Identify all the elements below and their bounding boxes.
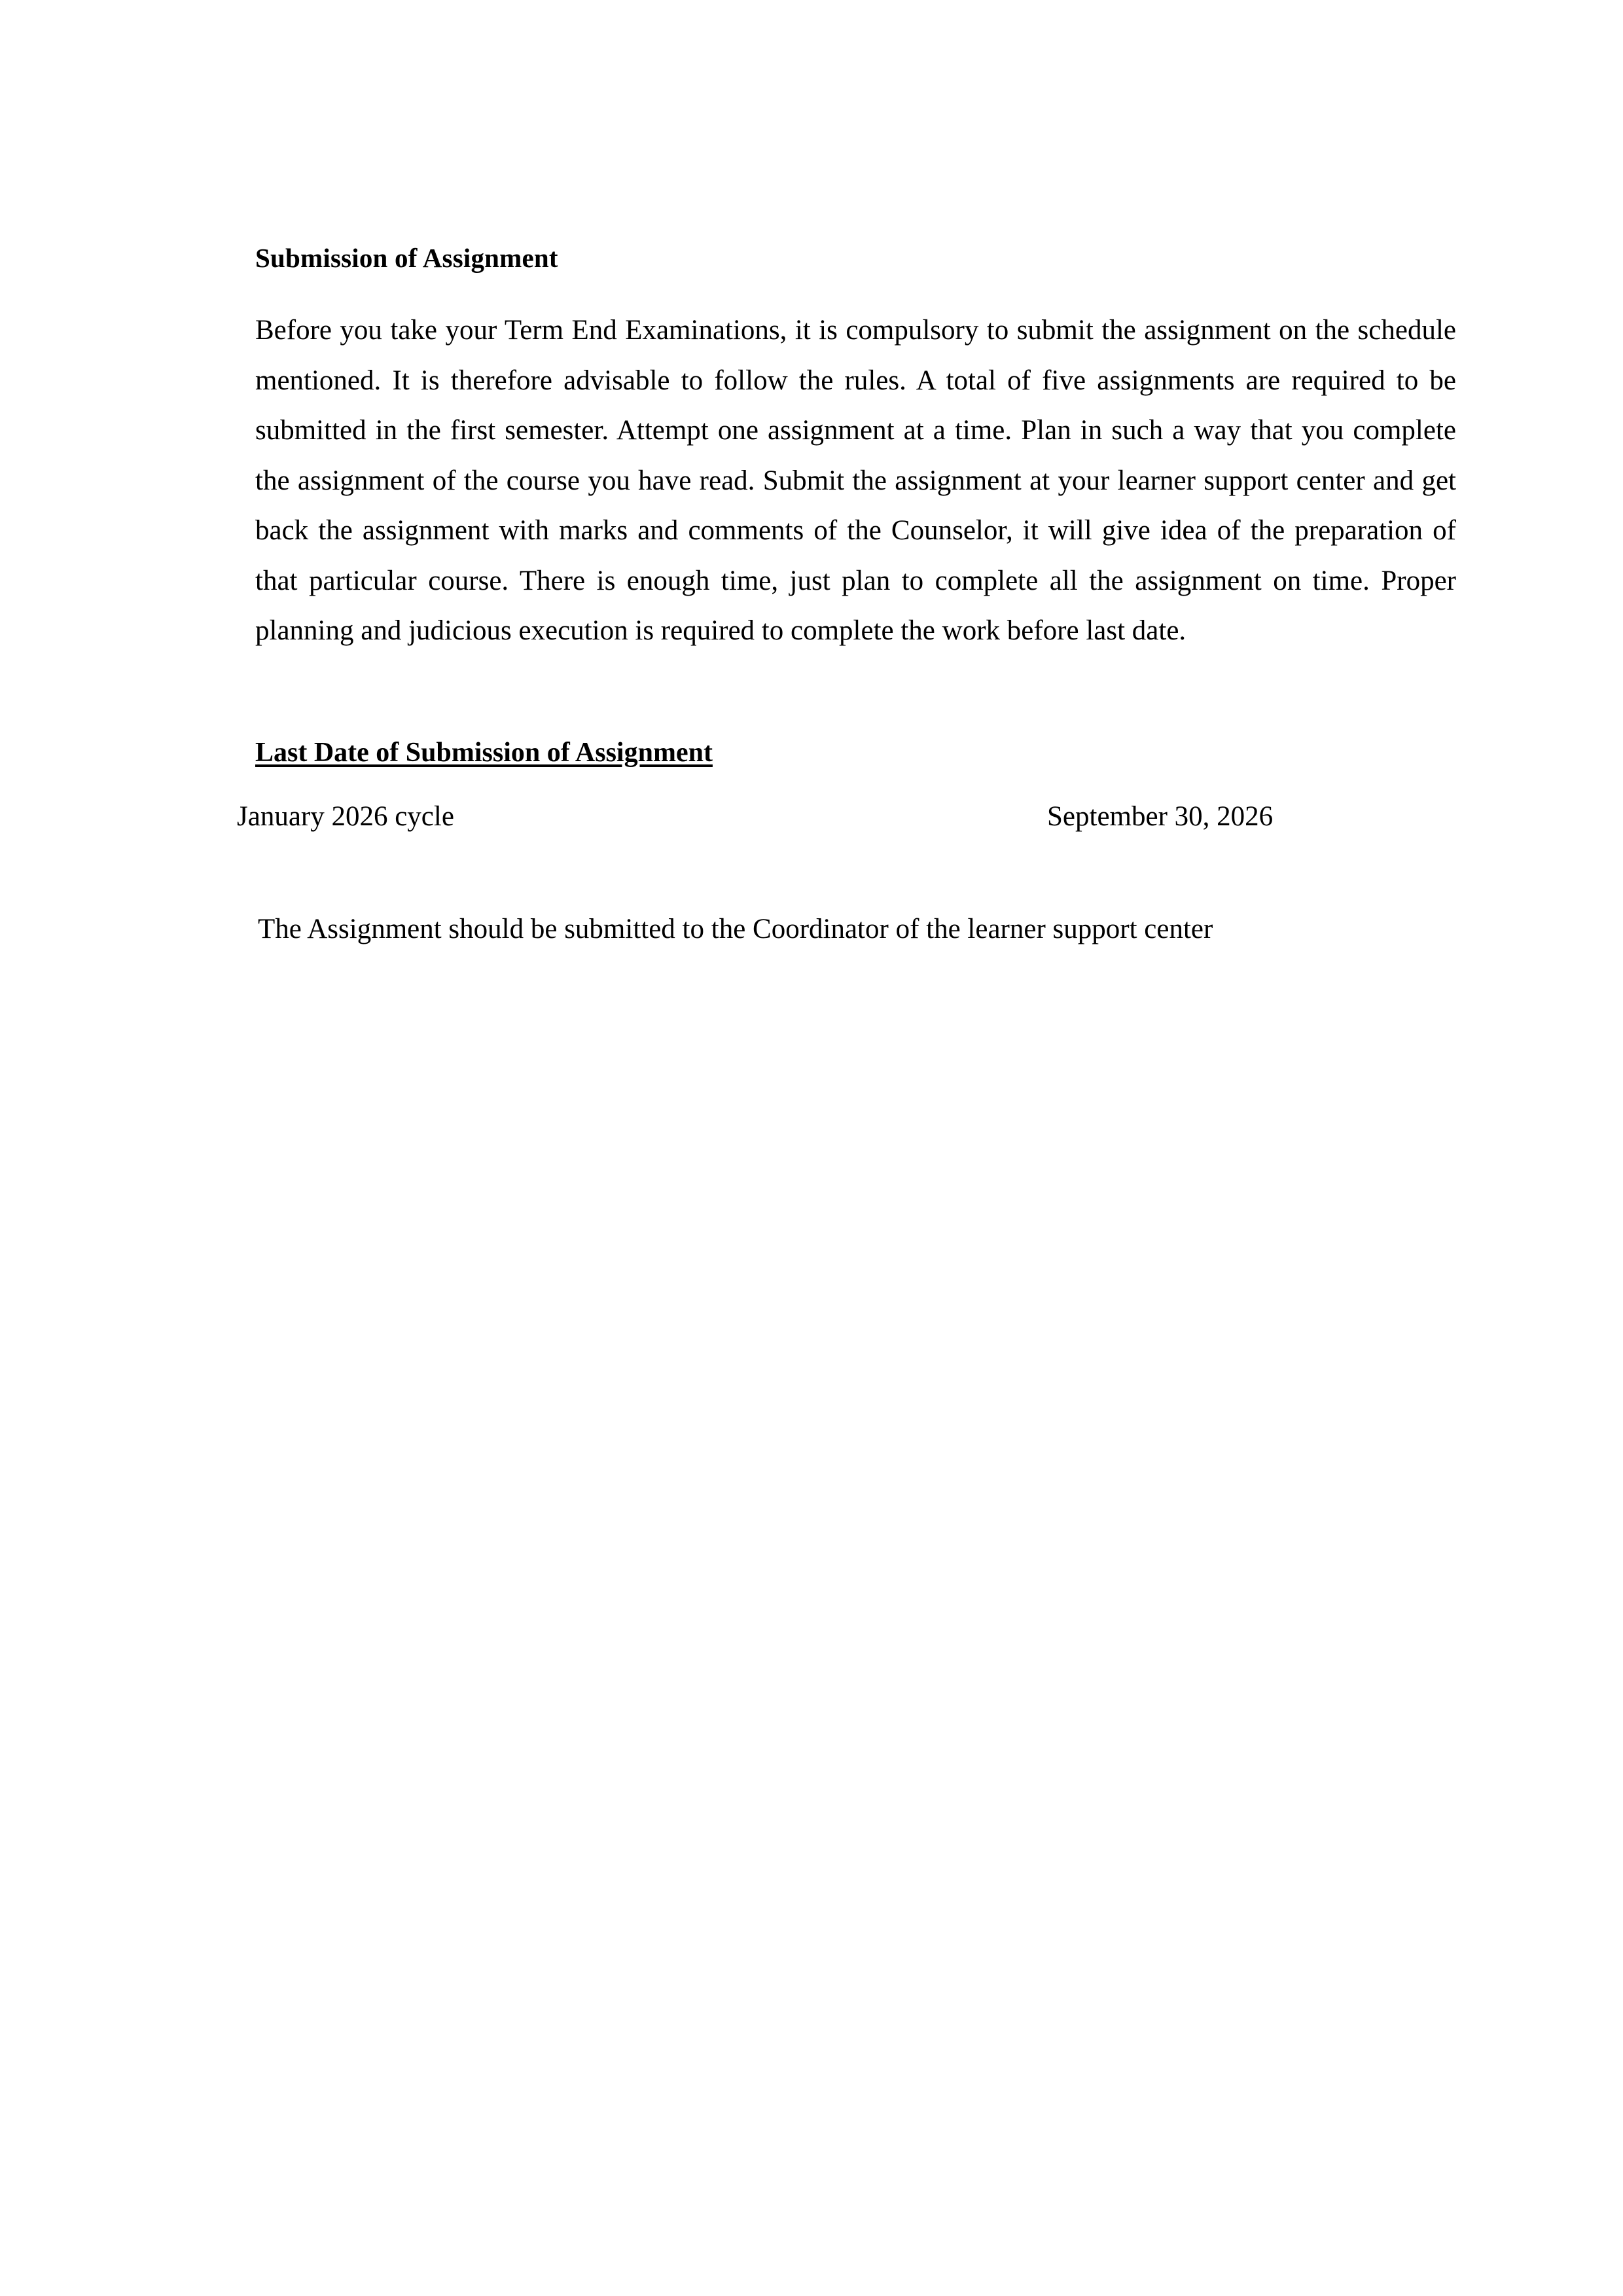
document-content: [237, 242, 1459, 950]
page-title: Submission of Assignment: [255, 243, 558, 273]
section-spacer: [255, 656, 1459, 735]
cycle-row: [237, 797, 1459, 843]
last-date-subheading: [255, 735, 1459, 771]
submission-paragraph: Before you take your Term End Examinations, it is compulsory to submit the assignment on the schedule mentioned. It is therefore advisable to follow the rules. A total of five assignments are required to be submitted in the first semester. Attempt one assignment at a time. Plan in such a way that you complete the assignment of the course you have read. Submit the assignment at your learner support center and get back the assignment with marks and comments of the Counselor, it will give idea of the preparation of that particular course. There is enough time, just plan to complete all the assignment on time. Proper planning and judicious execution is required to complete the work before last date.: [255, 315, 1456, 647]
cycle-due-date: September 30, 2026: [1047, 800, 1274, 832]
last-date-subheading-text: Last Date of Submission of Assignment: [255, 737, 713, 768]
submission-instruction: The Assignment should be submitted to the Coordinator of the learner support center: [258, 913, 1213, 944]
cycle-label: January 2026 cycle: [237, 800, 454, 832]
